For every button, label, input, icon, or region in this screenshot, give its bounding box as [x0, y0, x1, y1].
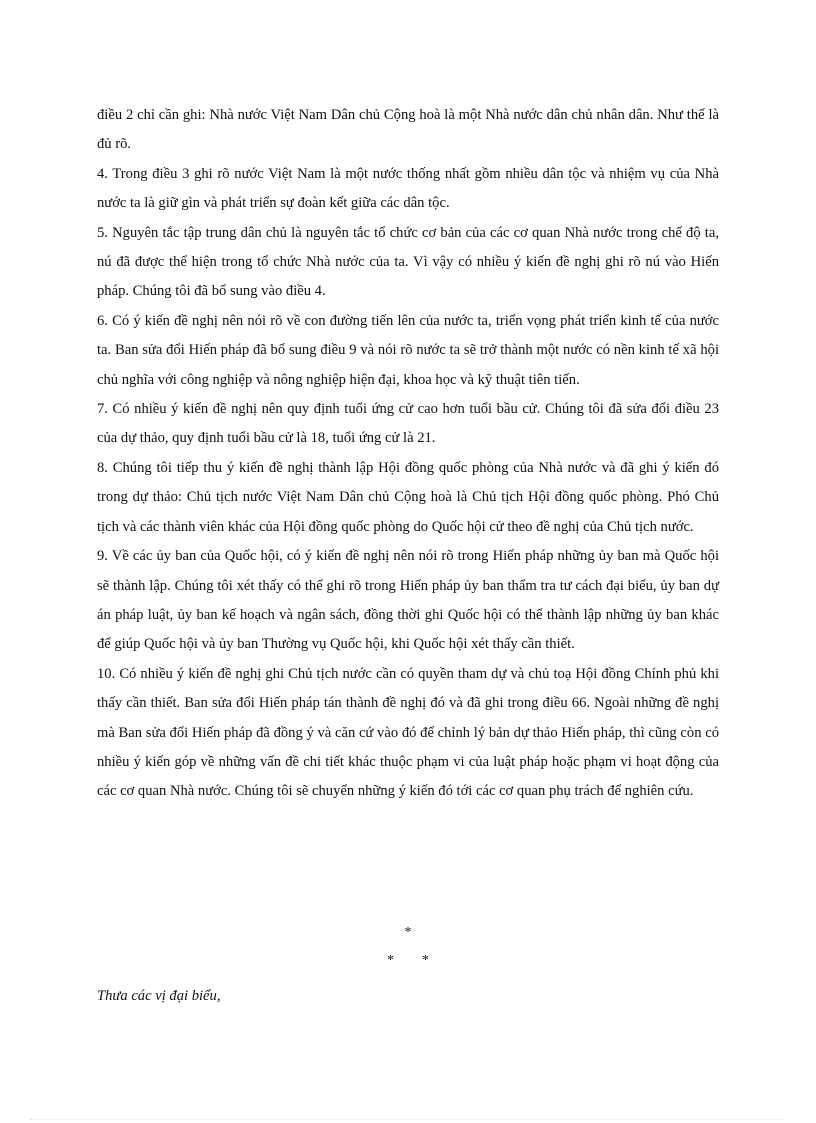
paragraph-item-4: 4. Trong điều 3 ghi rõ nước Việt Nam là một nước thống nhất gồm nhiều dân tộc và nhiệm vụ của Nhà nước ta là giữ gìn và phát triển sự đoàn kết giữa các dân tộc.	[97, 165, 719, 212]
paragraph-item-6: 6. Có ý kiến đề nghị nên nói rõ về con đường tiến lên của nước ta, triển vọng phát triển kinh tế của nước ta. Ban sửa đổi Hiến pháp đã bổ sung điều 9 và nói rõ nước ta sẽ trở thành một nước có nền kinh tế xã hội chủ nghĩa với công nghiệp và nông nghiệp hiện đại, khoa học và kỹ thuật tiên tiến.	[97, 312, 719, 388]
paragraph-continuation: điều 2 chỉ cần ghi: Nhà nước Việt Nam Dân chủ Cộng hoà là một Nhà nước dân chủ nhân dân. Như thế là đủ rõ.	[97, 107, 719, 153]
paragraph-item-5: 5. Nguyên tắc tập trung dân chủ là nguyên tắc tổ chức cơ bản của các cơ quan Nhà nước trong chế độ ta, nú đã được thể hiện trong tổ chức Nhà nước của ta. Vì vậy có nhiều ý kiến đề nghị ghi rõ nú vào Hiến pháp. Chúng tôi đã bổ sung vào điều 4.	[97, 224, 719, 300]
paragraph-item-7: 7. Có nhiều ý kiến đề nghị nên quy định tuổi ứng cử cao hơn tuổi bầu cử. Chúng tôi đã sửa đổi điều 23 của dự thảo, quy định tuổi bầu cử là 18, tuổi ứng cử là 21.	[97, 401, 719, 447]
document-body	[97, 101, 719, 807]
separator-star-bottom	[0, 953, 816, 969]
paragraph-item-8: 8. Chúng tôi tiếp thu ý kiến đề nghị thành lập Hội đồng quốc phòng của Nhà nước và đã ghi ý kiến đó trong dự thảo: Chủ tịch nước Việt Nam Dân chủ Cộng hoà là Chủ tịch Hội đồng quốc phòng. Phó Chủ tịch và các thành viên khác của Hội đồng quốc phòng do Quốc hội cử theo đề nghị của Chủ tịch nước.	[97, 459, 719, 535]
page-bottom-divider	[30, 1119, 786, 1120]
star-top: *	[404, 925, 412, 940]
separator-star-top	[0, 925, 816, 941]
paragraph-item-9: 9. Về các ủy ban của Quốc hội, có ý kiến đề nghị nên nói rõ trong Hiến pháp những ủy ban mà Quốc hội sẽ thành lập. Chúng tôi xét thấy có thể ghi rõ trong Hiến pháp ủy ban thẩm tra tư cách đại biểu, ủy ban dự án pháp luật, ủy ban kế hoạch và ngân sách, đồng thời ghi Quốc hội có thể thành lập những ủy ban khác để giúp Quốc hội và ủy ban Thường vụ Quốc hội, khi Quốc hội xét thấy cần thiết.	[97, 548, 719, 653]
star-bottom-left: *	[387, 953, 394, 968]
salutation: Thưa các vị đại biểu,	[97, 988, 221, 1004]
paragraph-item-10: 10. Có nhiều ý kiến đề nghị ghi Chủ tịch nước cần có quyền tham dự và chủ toạ Hội đồng Chính phủ khi thấy cần thiết. Ban sửa đổi Hiến pháp tán thành đề nghị đó và đã ghi trong điều 66. Ngoài những đề nghị mà Ban sửa đổi Hiến pháp đã đồng ý và căn cứ vào đó để chỉnh lý bản dự thảo Hiến pháp, thì cũng còn có nhiều ý kiến góp về những vấn đề chi tiết khác thuộc phạm vi của luật pháp hoặc phạm vi hoạt động của các cơ quan Nhà nước. Chúng tôi sẽ chuyển những ý kiến đó tới các cơ quan phụ trách để nghiên cứu.	[97, 665, 719, 800]
star-bottom-right: *	[422, 953, 429, 968]
